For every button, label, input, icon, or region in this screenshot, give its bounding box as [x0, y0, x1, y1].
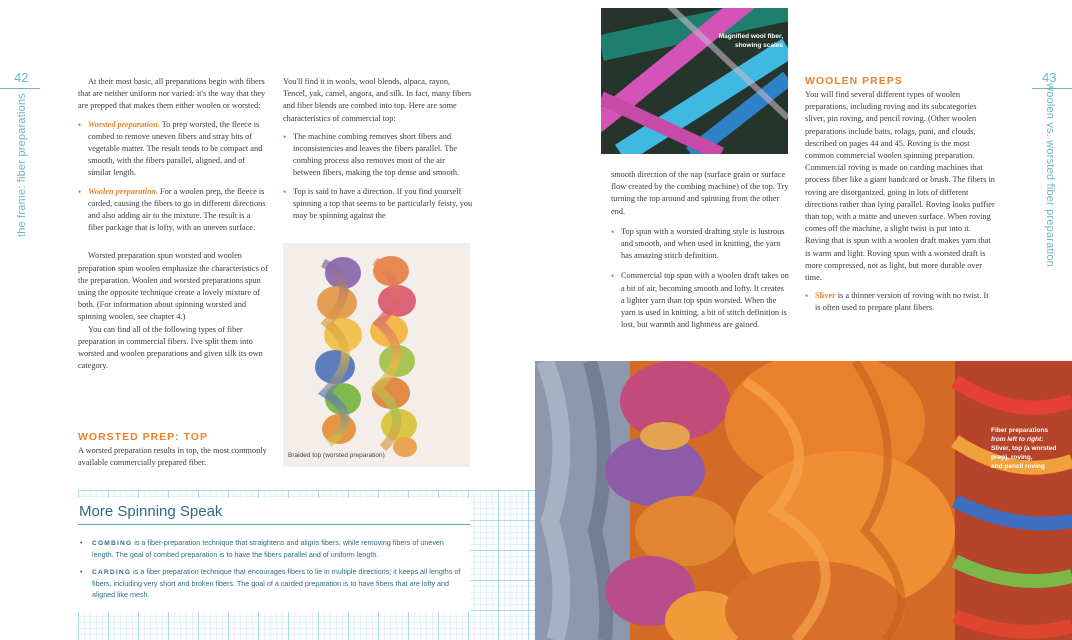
col1-paragraph: You can find all of the following types of fiber preparation in commercial fibers. I've split them into worsted and woolen preparations and given silk its own category. — [78, 324, 263, 371]
sidebar-title-rule — [78, 524, 470, 525]
list-item: • Sliver is a thinner version of roving with no twist. It is often used to prepare plant fibers. — [805, 290, 995, 314]
fiber-preparations-photo — [535, 361, 1072, 640]
column-3 — [611, 169, 789, 331]
list-item: • Top spun with a worsted drafting style is lustrous and smooth, and when used in knitting, the yarn has amazing stitch definition. — [611, 226, 789, 263]
wool-fiber-illustration — [601, 8, 788, 154]
running-head-right: woolen vs. worsted fiber preparation — [1044, 83, 1056, 267]
worsted-prep-heading: WORSTED PREP: TOP — [78, 431, 208, 443]
col3-continuation: smooth direction of the nap (surface grain or surface flow created by the combing machine) of the top. Try turning the top around and spinning from the other end. — [611, 170, 789, 216]
magnified-wool-caption: Magnified wool fiber, showing scales — [718, 33, 783, 49]
column-1 — [78, 76, 268, 372]
col1-tail: A worsted preparation results in top, the most commonly available commercially prepared fiber. — [78, 446, 267, 468]
list-item: • Worsted preparation. To prep worsted, the fleece is combed to remove uneven fibers and stray bits of vegetable matter. The result tends to be compact and smooth, with the fibers parallel, aligned, and of similar length. — [78, 119, 268, 180]
col2-bullet-list — [283, 131, 473, 222]
sidebar-title: More Spinning Speak — [79, 503, 223, 520]
list-item: • Commercial top spun with a woolen draft takes on a bit of air, becoming smooth and lofty. It creates a lighter yarn than top spun worsted. When the yarn is used in knitting, a bit of stitch definition is lost, but warmth and lightness are gained. — [611, 270, 789, 331]
col4-bullet-list — [805, 290, 995, 314]
braided-top-illustration — [283, 243, 470, 467]
sidebar-list — [80, 537, 466, 606]
list-item: • The machine combing removes short fibers and inconsistencies and leaves the fibers parallel. The combing process also removes most of the air between fibers, making the top dense and smooth. — [283, 131, 473, 180]
list-item: • Woolen preparation. For a woolen prep, the fleece is carded, causing the fibers to go in different directions and also adding air to the mixture. The result is a fiber package that is lofty, with an uneven surface. — [78, 186, 268, 235]
column-2 — [283, 76, 473, 222]
fiber-preparations-illustration — [535, 361, 1072, 640]
list-item: • COMBING is a fiber-preparation technique that straightens and aligns fibers, while removing fibers of uneven length. The goal of combed preparation is to have the fibers parallel and of uniform length. — [80, 537, 466, 560]
page-number-rule-left — [0, 88, 40, 89]
col2-intro: You'll find it in wools, wool blends, alpaca, rayon, Tencel, yak, camel, angora, and silk. In fact, many fibers and fiber blends are combed into top. Here are some characteristics of commercial top: — [283, 77, 472, 123]
magnified-wool-photo — [601, 8, 788, 154]
col1-intro: At their most basic, all preparations begin with fibers that are neither uniform nor varied: it's the way that they are prepped that makes them either woolen or worsted: — [78, 77, 266, 111]
braided-top-photo — [283, 243, 470, 467]
col1-paragraph: Worsted preparation spun worsted and woolen preparation spun woolen emphasize the characteristics of the preparation. Woolen and worsted preparations spun using the opposite technique create a lovely mixture of both. (For information about spinning worsted and spinning woolen, see chapter 4.) — [78, 251, 268, 322]
list-item: • Top is said to have a direction. If you find yourself spinning a top that seems to be particularly feisty, you may be spinning against the — [283, 186, 473, 223]
running-head-left: the frame: fiber preparations — [16, 93, 28, 237]
col3-bullet-list — [611, 226, 789, 332]
fiber-preparations-caption: Fiber preparations from left to right: Sliver, top (a worsted prep), roving, and pencil roving — [991, 427, 1057, 470]
list-item: • CARDING is a fiber preparation technique that encourages fibers to lie in multiple directions; it keeps all lengths of fibers, including very short and broken fibers. The goal of a carded preparation is to have fibers that are lofty and aligned like mesh. — [80, 566, 466, 600]
col4-body: You will find several different types of woolen preparations, including roving and its subcategories sliver, pin roving, and pencil roving. (Other woolen preparations include batts, rolags, puni, and clouds, described on pages 44 and 45. Roving is the most common commercial woolen spinning preparation. Commercial roving is made on carding machines that process fiber like a giant handcard or brush. The fibers in roving are disorganized, going in lots of different directions rather than lying parallel. Roving looks puffier than top, with a matte and uneven surface. When roving comes off the machine, a slight twist is put into it. Roving that is spun with a woolen draft makes yarn that is warm and light. Roving spun with a worsted draft is more compressed, not as light, but more durable over time. — [805, 90, 995, 283]
braided-top-caption: Braided top (worsted preparation) — [288, 452, 385, 459]
page-number-left: 42 — [14, 70, 29, 85]
col1-bullet-list — [78, 119, 268, 235]
column-4 — [805, 89, 995, 315]
woolen-preps-heading: WOOLEN PREPS — [805, 75, 903, 87]
page-number-right: 43 — [1042, 70, 1057, 85]
